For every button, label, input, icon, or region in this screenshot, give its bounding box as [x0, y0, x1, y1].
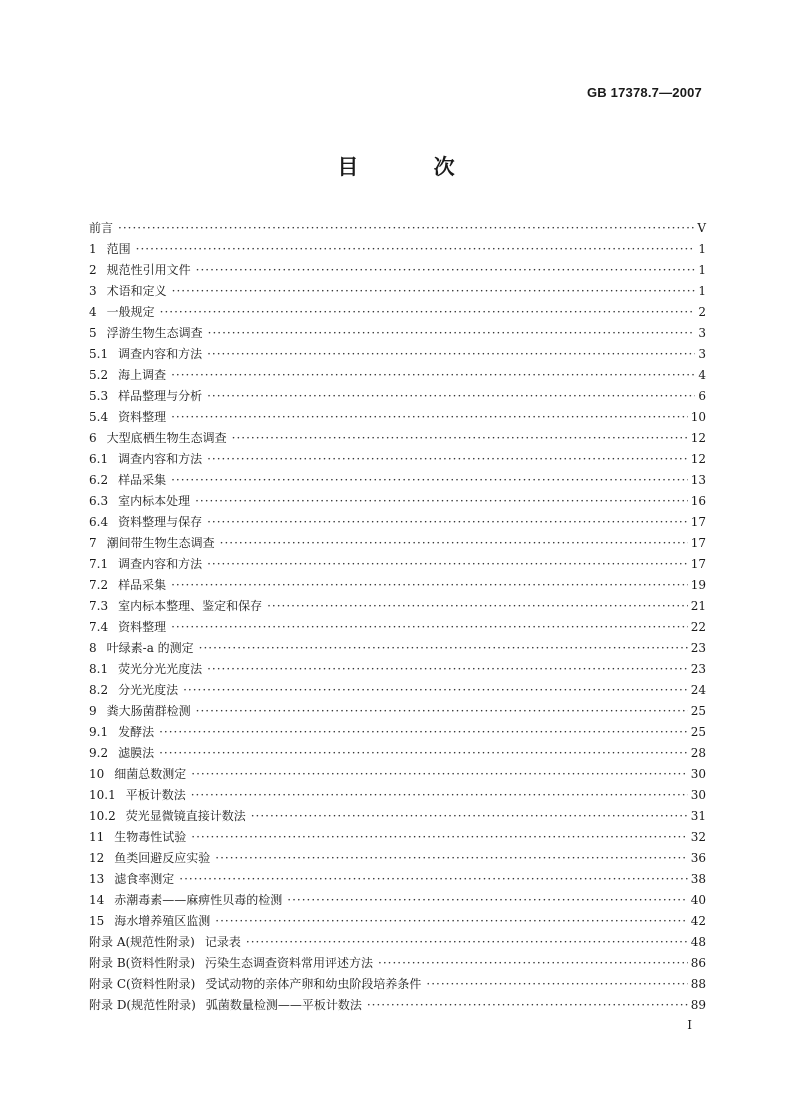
- toc-entry[interactable]: [89, 491, 706, 512]
- toc-leader-dots: [191, 764, 687, 785]
- toc-leader-dots: [191, 785, 688, 806]
- toc-entry-title: 滤膜法: [118, 746, 155, 760]
- toc-leader-dots: [207, 344, 695, 365]
- toc-entry-number: 附录 B(资料性附录): [89, 956, 195, 970]
- toc-entry-number: 2: [89, 263, 97, 277]
- toc-entry[interactable]: [89, 281, 706, 302]
- toc-entry-title: 资料整理: [118, 620, 167, 634]
- toc-entry-number: 6.1: [89, 452, 109, 466]
- toc-entry[interactable]: [89, 554, 706, 575]
- toc-leader-dots: [246, 932, 688, 953]
- toc-entry-title: 潮间带生物生态调查: [106, 536, 215, 550]
- toc-entry[interactable]: [89, 596, 706, 617]
- toc-entry-number: 8.2: [89, 683, 109, 697]
- toc-leader-dots: [251, 806, 688, 827]
- toc-entry-number: 8: [89, 641, 97, 655]
- toc-entry-page: 25: [690, 704, 706, 718]
- toc-entry[interactable]: [89, 974, 706, 995]
- toc-entry-page: 89: [690, 998, 706, 1012]
- toc-entry-page: 38: [690, 872, 706, 886]
- toc-entry-title: 生物毒性试验: [114, 830, 187, 844]
- toc-entry[interactable]: [89, 764, 706, 785]
- toc-entry-title: 大型底栖生物生态调查: [106, 431, 227, 445]
- toc-leader-dots: [195, 491, 688, 512]
- toc-entry-title: 术语和定义: [106, 284, 167, 298]
- toc-entry-number: 10: [89, 767, 105, 781]
- toc-entry-number: 7.2: [89, 578, 109, 592]
- toc-entry[interactable]: [89, 239, 706, 260]
- toc-entry[interactable]: [89, 638, 706, 659]
- toc-entry[interactable]: [89, 428, 706, 449]
- toc-entry-title: 浮游生物生态调查: [106, 326, 203, 340]
- toc-entry[interactable]: [89, 533, 706, 554]
- toc-entry-number: 9.2: [89, 746, 109, 760]
- toc-entry-number: 4: [89, 305, 97, 319]
- toc-entry-title: 细菌总数测定: [114, 767, 187, 781]
- toc-entry-number: 8.1: [89, 662, 109, 676]
- toc-entry-page: 23: [690, 662, 706, 676]
- toc-entry[interactable]: [89, 575, 706, 596]
- toc-entry[interactable]: [89, 449, 706, 470]
- toc-entry[interactable]: [89, 911, 706, 932]
- toc-leader-dots: [159, 722, 688, 743]
- toc-entry-page: 1: [698, 242, 706, 256]
- toc-entry-title: 室内标本处理: [118, 494, 191, 508]
- toc-entry[interactable]: [89, 785, 706, 806]
- toc-entry-page: 21: [690, 599, 706, 613]
- toc-entry-page: 17: [690, 536, 706, 550]
- toc-leader-dots: [159, 743, 688, 764]
- toc-leader-dots: [172, 281, 695, 302]
- toc-leader-dots: [207, 512, 688, 533]
- toc-entry[interactable]: [89, 743, 706, 764]
- toc-entry[interactable]: [89, 722, 706, 743]
- toc-entry-title: 弧菌数量检测——平板计数法: [205, 998, 362, 1012]
- toc-entry[interactable]: [89, 806, 706, 827]
- toc-entry-number: 7: [89, 536, 97, 550]
- toc-entry-page: 28: [690, 746, 706, 760]
- standard-number: GB 17378.7—2007: [586, 85, 702, 100]
- toc-leader-dots: [196, 701, 688, 722]
- toc-entry-page: 32: [690, 830, 706, 844]
- toc-leader-dots: [267, 596, 688, 617]
- table-of-contents: [89, 218, 706, 1016]
- toc-entry[interactable]: [89, 302, 706, 323]
- toc-entry-number: 10.1: [89, 788, 116, 802]
- toc-leader-dots: [118, 218, 694, 239]
- toc-leader-dots: [171, 407, 688, 428]
- toc-entry[interactable]: [89, 218, 706, 239]
- toc-entry-title: 调查内容和方法: [118, 557, 203, 571]
- toc-entry[interactable]: [89, 869, 706, 890]
- toc-entry[interactable]: [89, 323, 706, 344]
- toc-entry-number: 5.1: [89, 347, 109, 361]
- toc-entry-title: 鱼类回避反应实验: [114, 851, 211, 865]
- toc-leader-dots: [171, 575, 688, 596]
- toc-entry-number: 附录 A(规范性附录): [89, 935, 195, 949]
- toc-entry[interactable]: [89, 365, 706, 386]
- toc-entry-number: 6.4: [89, 515, 109, 529]
- toc-entry-title: 海上调查: [118, 368, 167, 382]
- toc-leader-dots: [207, 554, 688, 575]
- toc-entry-page: 23: [690, 641, 706, 655]
- toc-entry-title: 荧光显微镜直接计数法: [125, 809, 246, 823]
- toc-entry-title: 一般规定: [106, 305, 155, 319]
- toc-entry-page: 42: [690, 914, 706, 928]
- toc-entry-title: 调查内容和方法: [118, 452, 203, 466]
- toc-entry-page: 1: [698, 284, 706, 298]
- toc-entry-page: 22: [690, 620, 706, 634]
- toc-entry-title: 样品整理与分析: [118, 389, 203, 403]
- toc-entry[interactable]: [89, 386, 706, 407]
- toc-entry-page: 36: [690, 851, 706, 865]
- toc-entry-title: 记录表: [204, 935, 241, 949]
- toc-entry-number: 12: [89, 851, 105, 865]
- toc-entry-page: 16: [690, 494, 706, 508]
- toc-entry-page: 24: [690, 683, 706, 697]
- toc-entry-page: 40: [690, 893, 706, 907]
- toc-entry-number: 1: [89, 242, 97, 256]
- toc-entry-title: 滤食率测定: [114, 872, 175, 886]
- toc-leader-dots: [171, 617, 688, 638]
- toc-entry-title: 污染生态调查资料常用评述方法: [205, 956, 374, 970]
- page-number: I: [687, 1018, 692, 1032]
- toc-entry-page: 17: [690, 557, 706, 571]
- toc-leader-dots: [215, 848, 687, 869]
- toc-leader-dots: [160, 302, 695, 323]
- toc-entry-page: 10: [690, 410, 706, 424]
- toc-entry-page: 30: [690, 788, 706, 802]
- toc-entry-page: 3: [698, 347, 706, 361]
- toc-entry-number: 9: [89, 704, 97, 718]
- toc-entry[interactable]: [89, 344, 706, 365]
- toc-entry[interactable]: [89, 512, 706, 533]
- toc-entry-number: 10.2: [89, 809, 116, 823]
- page-title: 目 次: [337, 155, 489, 179]
- toc-entry[interactable]: [89, 932, 706, 953]
- toc-leader-dots: [215, 911, 687, 932]
- toc-entry[interactable]: [89, 680, 706, 701]
- toc-entry-number: 5.4: [89, 410, 109, 424]
- toc-entry-number: 14: [89, 893, 105, 907]
- toc-entry-title: 资料整理与保存: [118, 515, 203, 529]
- toc-entry-number: 附录 C(资料性附录): [89, 977, 196, 991]
- toc-entry-number: 13: [89, 872, 105, 886]
- toc-leader-dots: [207, 659, 688, 680]
- toc-leader-dots: [208, 323, 695, 344]
- toc-entry-page: 86: [690, 956, 706, 970]
- toc-entry[interactable]: [89, 701, 706, 722]
- toc-entry-page: 3: [698, 326, 706, 340]
- toc-entry[interactable]: [89, 890, 706, 911]
- toc-entry-number: 5.2: [89, 368, 109, 382]
- toc-entry-title: 资料整理: [118, 410, 167, 424]
- toc-entry[interactable]: [89, 827, 706, 848]
- toc-entry-title: 样品采集: [118, 473, 167, 487]
- toc-entry-number: 附录 D(规范性附录): [89, 998, 196, 1012]
- toc-leader-dots: [199, 638, 688, 659]
- toc-entry-title: 分光光度法: [118, 683, 179, 697]
- toc-entry-title: 前言: [89, 221, 114, 235]
- toc-leader-dots: [171, 365, 695, 386]
- toc-leader-dots: [220, 533, 688, 554]
- toc-entry-page: 6: [698, 389, 706, 403]
- toc-entry-title: 荧光分光光度法: [118, 662, 203, 676]
- toc-entry-title: 调查内容和方法: [118, 347, 203, 361]
- toc-leader-dots: [426, 974, 687, 995]
- toc-entry-number: 15: [89, 914, 105, 928]
- toc-leader-dots: [207, 449, 688, 470]
- toc-entry-page: 30: [690, 767, 706, 781]
- toc-entry[interactable]: [89, 848, 706, 869]
- toc-entry-title: 受试动物的亲体产卵和幼虫阶段培养条件: [205, 977, 422, 991]
- toc-entry-title: 范围: [106, 242, 131, 256]
- toc-entry-number: 11: [89, 830, 105, 844]
- toc-leader-dots: [179, 869, 687, 890]
- toc-entry-number: 6.3: [89, 494, 109, 508]
- toc-entry-number: 5.3: [89, 389, 109, 403]
- toc-leader-dots: [171, 470, 688, 491]
- toc-entry-title: 规范性引用文件: [106, 263, 191, 277]
- toc-entry-title: 室内标本整理、鉴定和保存: [118, 599, 263, 613]
- toc-entry-page: 31: [690, 809, 706, 823]
- toc-entry-title: 平板计数法: [125, 788, 186, 802]
- toc-entry-page: 17: [690, 515, 706, 529]
- toc-entry-number: 6: [89, 431, 97, 445]
- toc-entry[interactable]: [89, 407, 706, 428]
- toc-entry-number: 3: [89, 284, 97, 298]
- toc-entry-page: 88: [690, 977, 706, 991]
- toc-entry-page: 19: [690, 578, 706, 592]
- toc-leader-dots: [367, 995, 688, 1016]
- toc-entry[interactable]: [89, 260, 706, 281]
- toc-entry-page: 12: [690, 431, 706, 445]
- toc-entry-title: 叶绿素-a 的测定: [106, 641, 194, 655]
- toc-entry[interactable]: [89, 470, 706, 491]
- toc-entry-title: 赤潮毒素——麻痹性贝毒的检测: [114, 893, 283, 907]
- toc-entry-title: 粪大肠菌群检测: [106, 704, 191, 718]
- toc-entry-page: 13: [690, 473, 706, 487]
- toc-entry-page: 48: [690, 935, 706, 949]
- toc-leader-dots: [287, 890, 687, 911]
- toc-entry-number: 6.2: [89, 473, 109, 487]
- toc-entry-number: 7.4: [89, 620, 109, 634]
- toc-entry-page: 2: [698, 305, 706, 319]
- toc-entry-page: 1: [698, 263, 706, 277]
- toc-entry-number: 7.1: [89, 557, 109, 571]
- toc-leader-dots: [191, 827, 687, 848]
- toc-leader-dots: [232, 428, 688, 449]
- toc-entry-number: 5: [89, 326, 97, 340]
- toc-leader-dots: [183, 680, 688, 701]
- toc-leader-dots: [136, 239, 695, 260]
- toc-entry-title: 发酵法: [118, 725, 155, 739]
- toc-entry-page: Ⅴ: [697, 221, 706, 235]
- toc-entry[interactable]: [89, 659, 706, 680]
- toc-entry[interactable]: [89, 617, 706, 638]
- toc-entry-number: 7.3: [89, 599, 109, 613]
- toc-leader-dots: [207, 386, 695, 407]
- toc-leader-dots: [196, 260, 695, 281]
- toc-entry-page: 25: [690, 725, 706, 739]
- toc-entry[interactable]: [89, 995, 706, 1016]
- toc-entry-page: 12: [690, 452, 706, 466]
- toc-leader-dots: [378, 953, 688, 974]
- toc-entry-title: 样品采集: [118, 578, 167, 592]
- toc-entry-title: 海水增养殖区监测: [114, 914, 211, 928]
- toc-entry-page: 4: [698, 368, 706, 382]
- toc-entry-number: 9.1: [89, 725, 109, 739]
- toc-entry[interactable]: [89, 953, 706, 974]
